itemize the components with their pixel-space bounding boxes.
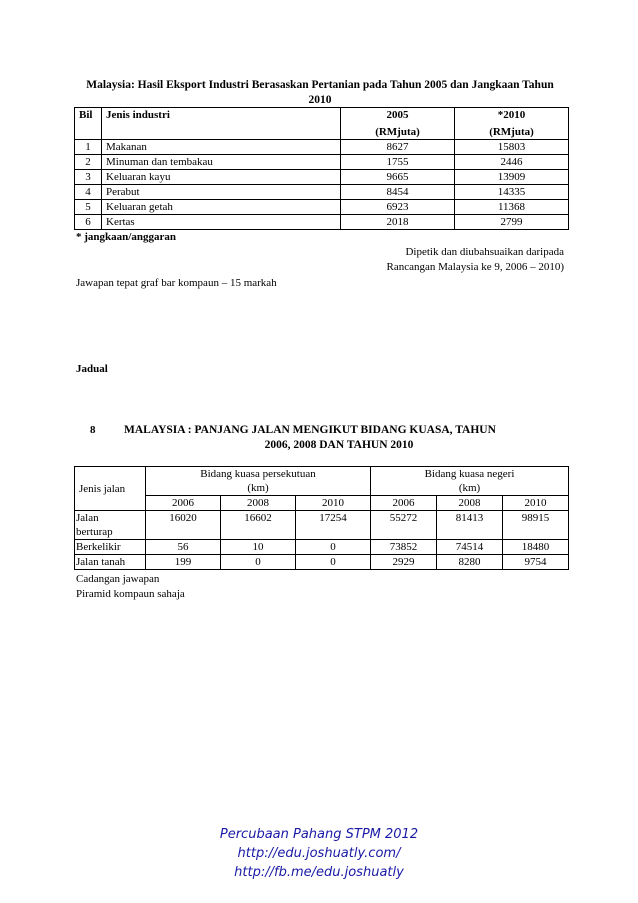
value-cell: 16602 — [221, 511, 296, 540]
value-cell: 10 — [221, 540, 296, 555]
value-cell: 55272 — [371, 511, 437, 540]
header-negeri-unit: (km) — [458, 482, 481, 494]
table1-answer: Jawapan tepat graf bar kompaun – 15 markah — [76, 277, 277, 289]
value-cell: 81413 — [437, 511, 503, 540]
row-bil: 2 — [75, 155, 102, 170]
table-row — [75, 200, 569, 215]
row-bil: 6 — [75, 215, 102, 230]
row-2005: 1755 — [341, 155, 455, 170]
row-2005: 9665 — [341, 170, 455, 185]
value-cell: 0 — [221, 555, 296, 570]
value-cell: 9754 — [502, 555, 568, 570]
year-cell: 2008 — [221, 496, 296, 511]
value-cell: 17254 — [296, 511, 371, 540]
table1-note: * jangkaan/anggaran — [76, 231, 176, 243]
header-2005-year: 2005 — [386, 109, 409, 121]
header-2005-unit: (RMjuta) — [375, 126, 420, 138]
row-2010: 14335 — [455, 185, 569, 200]
row-jenis: Keluaran getah — [102, 200, 341, 215]
table-row — [75, 555, 569, 570]
row-label-line-1: Jalan — [76, 512, 99, 524]
row-2005: 6923 — [341, 200, 455, 215]
footer-link-1[interactable]: http://edu.joshuatly.com/ — [237, 846, 401, 861]
export-table — [74, 107, 569, 230]
year-cell: 2010 — [502, 496, 568, 511]
value-cell: 0 — [296, 540, 371, 555]
row-bil: 4 — [75, 185, 102, 200]
table-row — [75, 540, 569, 555]
jadual-label: Jadual — [76, 363, 108, 375]
question-title-line-1: MALAYSIA : PANJANG JALAN MENGIKUT BIDANG KUASA, TAHUN — [124, 424, 496, 436]
year-cell: 2006 — [146, 496, 221, 511]
row-2005: 8627 — [341, 140, 455, 155]
table1-title: Malaysia: Hasil Eksport Industri Berasaskan Pertanian pada Tahun 2005 dan Jangkaan Tahun 2010 — [86, 79, 554, 106]
row-bil: 3 — [75, 170, 102, 185]
header-negeri — [371, 467, 569, 496]
table-row — [75, 215, 569, 230]
header-jenis-jalan: Jenis jalan — [75, 467, 146, 511]
row-jenis: Perabut — [102, 185, 341, 200]
row-bil: 1 — [75, 140, 102, 155]
row-2010: 2446 — [455, 155, 569, 170]
row-label: Berkelikir — [75, 540, 146, 555]
value-cell: 16020 — [146, 511, 221, 540]
row-2010: 15803 — [455, 140, 569, 155]
row-jenis: Makanan — [102, 140, 341, 155]
header-2010 — [455, 108, 569, 140]
question-number: 8 — [90, 424, 96, 436]
row-2010: 11368 — [455, 200, 569, 215]
value-cell: 73852 — [371, 540, 437, 555]
row-2010: 2799 — [455, 215, 569, 230]
value-cell: 0 — [296, 555, 371, 570]
table-row — [75, 155, 569, 170]
road-length-table — [74, 466, 569, 570]
table-row — [75, 511, 569, 540]
row-2010: 13909 — [455, 170, 569, 185]
row-jenis: Minuman dan tembakau — [102, 155, 341, 170]
answer-line-2: Piramid kompaun sahaja — [76, 588, 185, 600]
value-cell: 199 — [146, 555, 221, 570]
row-label — [75, 511, 146, 540]
header-bil: Bil — [75, 108, 102, 140]
header-2005 — [341, 108, 455, 140]
table-header-row — [75, 108, 569, 140]
header-jenis: Jenis industri — [102, 108, 341, 140]
source-line-1: Dipetik dan diubahsuaikan daripada — [405, 246, 564, 258]
question-title-line-2: 2006, 2008 DAN TAHUN 2010 — [264, 439, 414, 451]
answer-line-1: Cadangan jawapan — [76, 573, 160, 585]
footer-title: Percubaan Pahang STPM 2012 — [219, 827, 419, 842]
table-row — [75, 170, 569, 185]
row-label-line-2: berturap — [76, 526, 113, 538]
row-2005: 8454 — [341, 185, 455, 200]
header-negeri-title: Bidang kuasa negeri — [424, 468, 515, 480]
year-cell: 2006 — [371, 496, 437, 511]
value-cell: 18480 — [502, 540, 568, 555]
year-cell: 2010 — [296, 496, 371, 511]
row-jenis: Kertas — [102, 215, 341, 230]
table-row — [75, 140, 569, 155]
header-2010-unit: (RMjuta) — [489, 126, 534, 138]
value-cell: 56 — [146, 540, 221, 555]
row-jenis: Keluaran kayu — [102, 170, 341, 185]
footer-link-2[interactable]: http://fb.me/edu.joshuatly — [234, 865, 404, 880]
row-2005: 2018 — [341, 215, 455, 230]
value-cell: 8280 — [437, 555, 503, 570]
table-year-row — [75, 496, 569, 511]
value-cell: 2929 — [371, 555, 437, 570]
header-persekutuan-title: Bidang kuasa persekutuan — [200, 468, 316, 480]
header-persekutuan-unit: (km) — [247, 482, 269, 494]
source-line-2: Rancangan Malaysia ke 9, 2006 – 2010) — [386, 261, 564, 273]
row-bil: 5 — [75, 200, 102, 215]
table-header-row — [75, 467, 569, 496]
header-persekutuan — [146, 467, 371, 496]
row-label: Jalan tanah — [75, 555, 146, 570]
header-2010-year: *2010 — [497, 109, 526, 121]
value-cell: 98915 — [502, 511, 568, 540]
value-cell: 74514 — [437, 540, 503, 555]
year-cell: 2008 — [437, 496, 503, 511]
table-row — [75, 185, 569, 200]
